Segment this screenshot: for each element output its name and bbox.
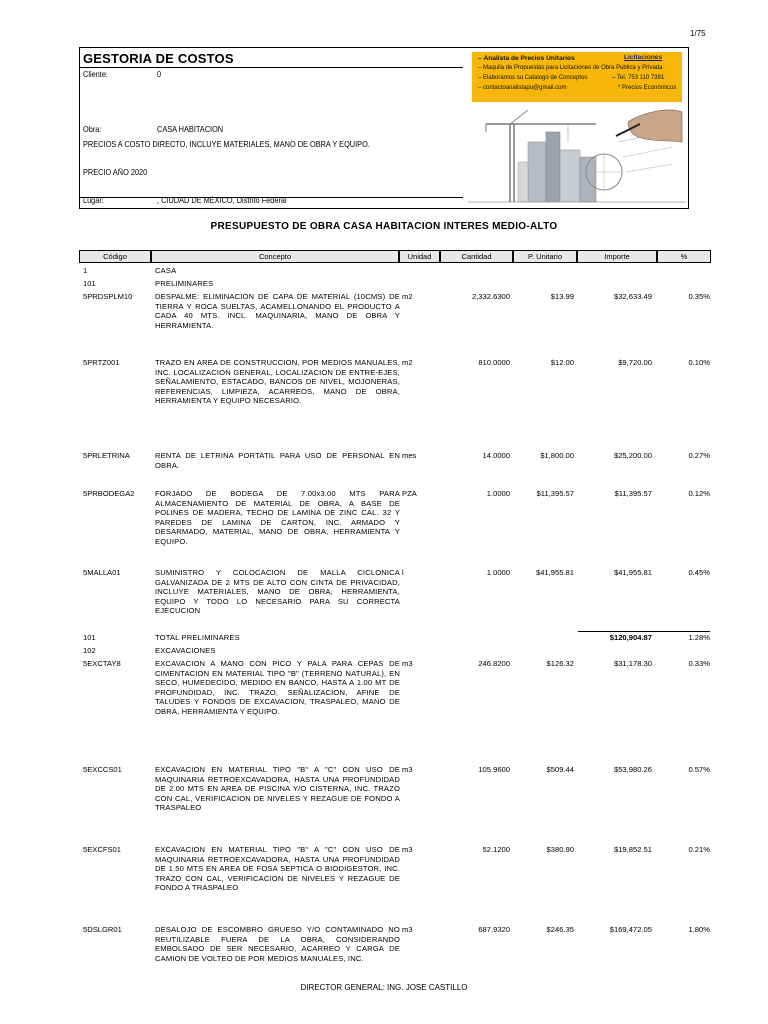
row-code: 5PRTZ001 [83, 358, 120, 367]
row-pu: $380.90 [546, 845, 574, 854]
row-pu: $13.99 [550, 292, 574, 301]
row-concept: TOTAL PRELIMINARES [155, 633, 240, 642]
row-pct: 0.35% [688, 292, 710, 301]
row-pu: $1,800.00 [540, 451, 574, 460]
ad-bullet-1: – [478, 55, 484, 62]
document-title: PRESUPUESTO DE OBRA CASA HABITACION INTERES MEDIO-ALTO [210, 221, 558, 232]
ad-line-3: – Elaboramos su Catalogo de Conceptos [478, 75, 588, 81]
row-code: 102 [83, 646, 96, 655]
row-code: 5EXCCS01 [83, 765, 122, 774]
row-importe: $11,395.57 [614, 489, 652, 498]
row-code: 5EXCFS01 [83, 845, 121, 854]
ad-phone-text: Tel. 753 110 7391 [617, 75, 665, 81]
row-qty: 52.1200 [482, 845, 510, 854]
row-qty: 246.8200 [478, 659, 510, 668]
row-concept: SUMINISTRO Y COLOCACION DE MALLA CICLONICA GALVANIZADA DE 2 MTS DE ALTO CON CINTA DE PRIVACIDAD, INCLUYE MATERIALES, MANO DE OBRA, HERRAMIENTA, EQUIPO Y TODO LO NECESARIO PARA SU CORRECTA EJECUCION [155, 568, 400, 616]
row-pct: 0.33% [688, 659, 710, 668]
row-importe: $19,852.51 [613, 845, 652, 854]
row-qty: 14.0000 [482, 451, 510, 460]
row-concept: EXCAVACION A MANO CON PICO Y PALA PARA CEPAS DE CIMENTACION EN MATERIAL TIPO "B" (TERRENO NATURAL), EN SECO, HUMEDECIDO, MEDIDO EN BANCO, HASTA A 1.00 MT DE PROFUNDIDAD, INC. TRAZO, SEÑALIZACION, AFINE DE TALUDES Y FONDOS DE EXCAVACION, TRASPALEO, MANO DE OBRA, HERRAMIENTA Y EQUIPO. [155, 659, 400, 716]
row-importe: $32,633.49 [613, 292, 652, 301]
ad-email-text: contactoanalistapu@gmail.com [483, 85, 567, 91]
row-pu: $246.35 [546, 925, 574, 934]
row-code: 5PRDSPLM10 [83, 292, 133, 301]
licitaciones-link: Licitaciones [624, 54, 663, 61]
row-pu: $126.32 [546, 659, 574, 668]
row-pu: $41,955.81 [535, 568, 574, 577]
col-header-importe: Importe [577, 250, 657, 263]
row-code: 5MALLA01 [83, 568, 121, 577]
row-concept: PRELIMINARES [155, 279, 214, 288]
row-pu: $11,395.57 [536, 489, 574, 498]
page-number: 1/75 [690, 29, 706, 38]
col-header-concepto: Concepto [151, 250, 399, 263]
row-concept: FORJADO DE BODEGA DE 7.00x3.00 MTS PARA ALMACENAMIENTO DE MATERIAL DE OBRA, A BASE DE POLINES DE MADERA, TECHO DE LAMINA DE ZINC CAL. 32 Y PAREDES DE LAMINA DE CARTON, INC. ARMADO Y DESARMADO, MATERIAL, MANO DE OBRA, HERRAMIENTA Y EQUIPO. [155, 489, 400, 546]
lugar-value: , CIUDAD DE MÉXICO, Distrito Federal [157, 196, 287, 205]
cliente-label: Cliente: [83, 70, 108, 79]
row-concept: EXCAVACION EN MATERIAL TIPO "B" A "C" CON USO DE MAQUINARIA RETROEXCAVADORA, HASTA UNA PROFUNDIDAD DE 1.50 MTS EN AREA DE FOSA SEPTICA O BIODIGESTOR, INC. TRAZO CON CAL, VERIFICACION DE NIVELES Y REZAGUE DE FONDO A TRASPALEO [155, 845, 400, 893]
row-importe: $169,472.05 [609, 925, 652, 934]
row-pct: 0.21% [688, 845, 710, 854]
header-divider-bottom [80, 197, 463, 198]
row-qty: 1.0000 [486, 568, 510, 577]
ad-title: Analista de Precios Unitarios [483, 55, 575, 62]
cliente-value: 0 [157, 70, 162, 79]
ad-econ: * Precios Económicos [618, 85, 677, 91]
company-title: GESTORIA DE COSTOS [83, 51, 234, 66]
row-pct-total: 1.28% [688, 633, 710, 642]
skyline-illustration [468, 102, 686, 206]
row-qty: 105.9600 [478, 765, 510, 774]
ad-line-4: – contactoanalistapu@gmail.com [478, 85, 567, 91]
ad-banner [472, 52, 682, 102]
obra-value: CASA HABITACION [157, 125, 224, 134]
row-importe: $25,200.00 [613, 451, 652, 460]
col-header-pct: % [657, 250, 711, 263]
row-unit: PZA [402, 489, 417, 498]
col-header-unidad: Unidad [399, 250, 440, 263]
row-concept: CASA [155, 266, 177, 275]
obra-label: Obra: [83, 125, 102, 134]
row-unit: m3 [402, 765, 413, 774]
row-code: 5PRBODEGA2 [83, 489, 135, 498]
footer-signature: DIRECTOR GENERAL: ING. JOSE CASTILLO [300, 983, 468, 992]
ad-phone: – Tel. 753 110 7391 [612, 75, 665, 81]
row-unit: l [402, 568, 404, 577]
row-code: 101 [83, 633, 96, 642]
precios-text: PRECIOS A COSTO DIRECTO, INCLUYE MATERIALES, MANO DE OBRA Y EQUIPO. [83, 140, 370, 149]
row-qty: 687.9320 [478, 925, 510, 934]
row-pct: 0.10% [688, 358, 710, 367]
row-concept: EXCAVACION EN MATERIAL TIPO "B" A "C" CON USO DE MAQUINARIA RETROEXCAVADORA, HASTA UNA PROFUNDIDAD DE 2.00 MTS EN AREA DE PISCINA Y/O CISTERNA, INC. TRAZO CON CAL, VERIFICACION DE NIVELES Y REZAGUE DE FONDO A TRASPALEO [155, 765, 400, 813]
row-importe-total: $120,904.87 [609, 633, 652, 642]
row-pct: 0.12% [688, 489, 710, 498]
row-unit: m2 [402, 292, 413, 301]
row-qty: 2,332.6300 [471, 292, 510, 301]
col-header-cantidad: Cantidad [440, 250, 513, 263]
ad-line-3-text: Elaboramos su Catalogo de Conceptos [483, 75, 588, 81]
row-pct: 1.80% [688, 925, 710, 934]
lugar-label: Lugar: [83, 196, 104, 205]
row-importe: $53,980.26 [613, 765, 652, 774]
row-unit: m3 [402, 659, 413, 668]
row-concept: DESALOJO DE ESCOMBRO GRUESO Y/O CONTAMINADO NO REUTILIZABLE FUERA DE LA OBRA, CONSIDERANDO EMBOLSADO DE SER NECESARIO, ACARREO Y CARGA DE CAMION DE VOLTEO DE POR MEDIOS MANUALES, INC. [155, 925, 400, 963]
row-pu: $509.44 [546, 765, 574, 774]
precio-anio: PRECIO AÑO 2020 [83, 168, 148, 177]
row-code: 5PRLETRINA [83, 451, 130, 460]
row-unit: m3 [402, 925, 413, 934]
row-importe: $9,720.00 [618, 358, 652, 367]
row-unit: m3 [402, 845, 413, 854]
row-code: 5DSLGR01 [83, 925, 122, 934]
row-unit: mes [402, 451, 417, 460]
ad-line-1 [478, 55, 575, 62]
row-importe: $41,955.81 [613, 568, 652, 577]
total-divider [578, 631, 710, 632]
ad-line-2-text: Maquila de Propuestas para Licitaciones de Obra Publica y Privada [483, 65, 663, 71]
row-code: 5EXCTAY8 [83, 659, 121, 668]
row-pct: 0.27% [688, 451, 710, 460]
header-divider [80, 67, 463, 68]
row-concept: RENTA DE LETRINA PORTATIL PARA USO DE PERSONAL EN OBRA. [155, 451, 400, 470]
row-concept: EXCAVACIONES [155, 646, 216, 655]
advertisement [468, 52, 686, 206]
row-code: 1 [83, 266, 88, 275]
row-concept: TRAZO EN AREA DE CONSTRUCCION, POR MEDIOS MANUALES, INC. LOCALIZACION GENERAL, LOCALIZACION DE ENTRE-EJES, SEÑALAMIENTO, ESTACADO, BANCOS DE NIVEL, MOJONERAS, REFERENCIAS, LIMPIEZA, ACARREOS, MANO DE OBRA, HERRAMIENTA Y EQUIPO NECESARIO. [155, 358, 400, 406]
header-box [79, 47, 689, 209]
row-pct: 0.57% [688, 765, 710, 774]
ad-line-2: – Maquila de Propuestas para Licitaciones de Obra Publica y Privada [478, 65, 663, 71]
row-pct: 0.45% [688, 568, 710, 577]
row-pu: $12.00 [550, 358, 574, 367]
row-importe: $31,178.30 [613, 659, 652, 668]
row-qty: 1.0000 [486, 489, 510, 498]
col-header-punitario: P. Unitario [513, 250, 577, 263]
row-unit: m2 [402, 358, 413, 367]
col-header-codigo: Código [79, 250, 151, 263]
ad-link [624, 54, 662, 61]
row-code: 101 [83, 279, 96, 288]
row-concept: DESPALME: ELIMINACION DE CAPA DE MATERIAL (10CMS) DE TIERRA Y ROCA SUELTAS, ACAMELLONANDO EL PRODUCTO A CADA 40 MTS. INCL. MAQUINARIA, MANO DE OBRA Y HERRAMIENTA. [155, 292, 400, 330]
row-qty: 810.0000 [478, 358, 510, 367]
